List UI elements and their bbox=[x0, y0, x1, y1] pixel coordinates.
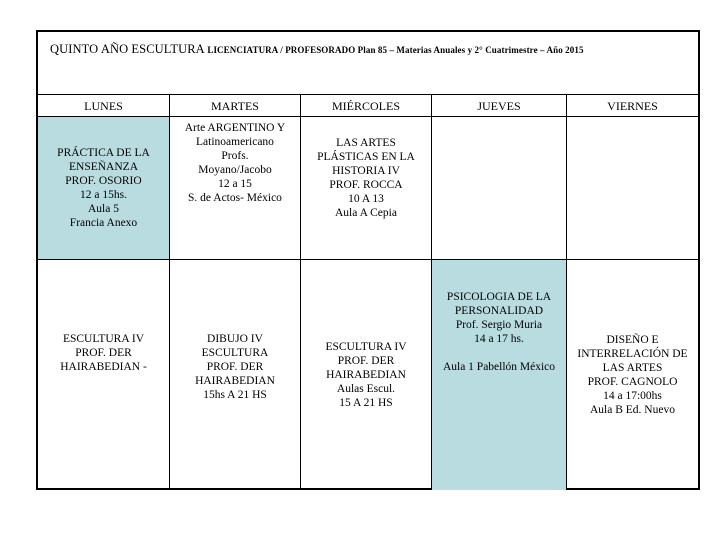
cell-jueves-row2-text bbox=[432, 260, 566, 490]
cell-martes-row2: DIBUJO IV ESCULTURA PROF. DER HAIRABEDIAN 15hs A 21 HS bbox=[195, 333, 275, 401]
day-header-viernes: VIERNES bbox=[607, 98, 658, 113]
title-subtitle: LICENCIATURA / PROFESORADO Plan 85 – Materias Anuales y 2° Cuatrimestre – Año 2015 bbox=[207, 45, 584, 55]
schedule-table bbox=[36, 30, 700, 490]
cell-lunes-row1: PRÁCTICA DE LA ENSEÑANZA PROF. OSORIO 12 a 15hs. Aula 5 Francia Anexo bbox=[38, 117, 169, 259]
cell-viernes-row2: DISEÑO E INTERRELACIÓN DE LAS ARTES PROF. CAGNOLO 14 a 17:00hs Aula B Ed. Nuevo bbox=[577, 334, 688, 416]
cell-jueves-row2: PSICOLOGIA DE LA PERSONALIDAD Prof. Sergio Muria 14 a 17 hs. Aula 1 Pabellón México bbox=[432, 260, 566, 490]
page-title bbox=[50, 42, 690, 57]
day-header-martes: MARTES bbox=[211, 98, 259, 113]
cell-martes-row1: Arte ARGENTINO Y Latinoamericano Profs. Moyano/Jacobo 12 a 15 S. de Actos- México bbox=[184, 122, 286, 204]
cell-lunes-row2: ESCULTURA IV PROF. DER HAIRABEDIAN - bbox=[60, 333, 147, 373]
cell-miercoles-row1: LAS ARTES PLÁSTICAS EN LA HISTORIA IV PROF. ROCCA 10 A 13 Aula A Cepia bbox=[317, 137, 415, 219]
day-header-jueves: JUEVES bbox=[477, 98, 521, 113]
day-header-miercoles: MIÉRCOLES bbox=[331, 98, 400, 113]
day-header-lunes: LUNES bbox=[84, 98, 123, 113]
title-main: QUINTO AÑO ESCULTURA bbox=[50, 42, 205, 56]
cell-miercoles-row2: ESCULTURA IV PROF. DER HAIRABEDIAN Aulas Escul. 15 A 21 HS bbox=[325, 341, 407, 409]
